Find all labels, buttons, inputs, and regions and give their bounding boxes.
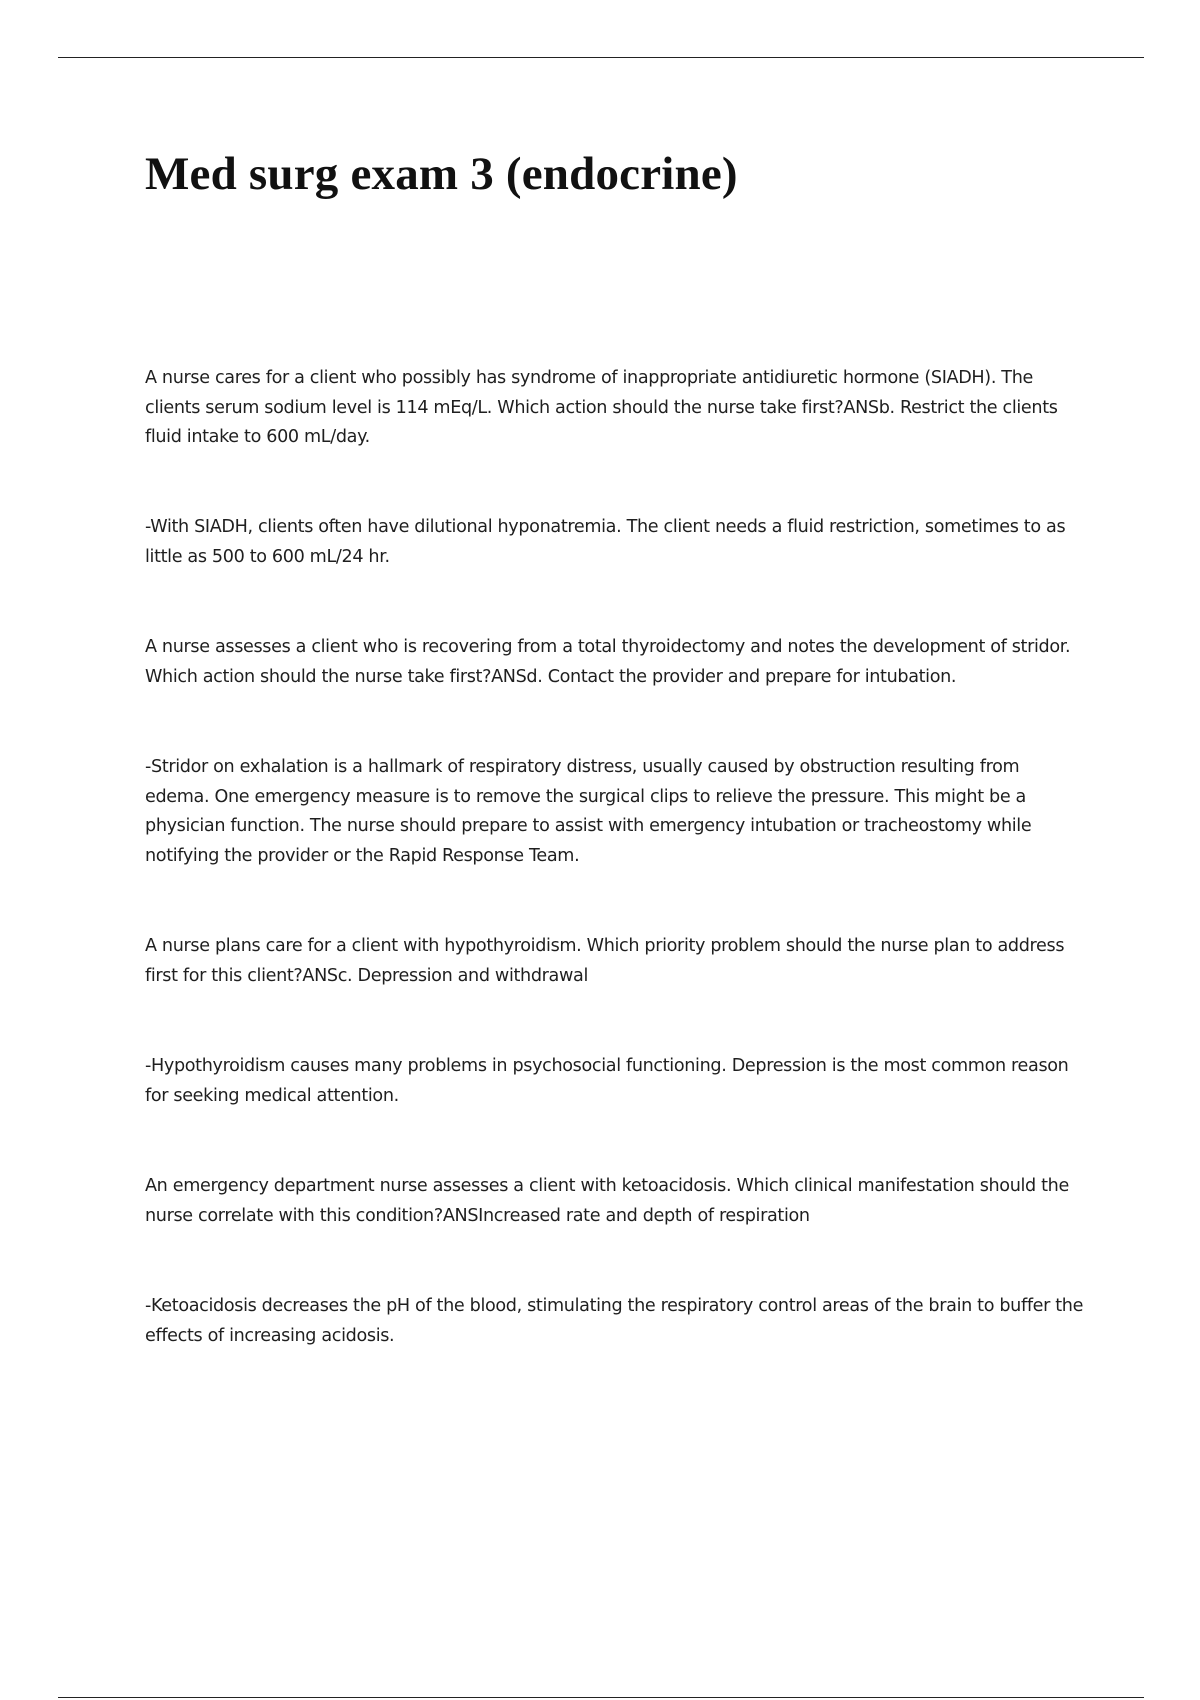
rationale-paragraph: -Ketoacidosis decreases the pH of the blood, stimulating the respiratory control areas of the brain to buffer the effects of increasing acidosis. <box>145 1296 1084 1346</box>
rationale-paragraph: -Hypothyroidism causes many problems in psychosocial functioning. Depression is the most common reason for seeking medical attention. <box>145 1056 1069 1106</box>
question-paragraph: A nurse assesses a client who is recovering from a total thyroidectomy and notes the development of stridor. Which action should the nurse take first?ANSd. Contact the provider and prepare for intubation. <box>145 637 1071 687</box>
question-paragraph: A nurse cares for a client who possibly has syndrome of inappropriate antidiuretic hormone (SIADH). The clients serum sodium level is 114 mEq/L. Which action should the nurse take first?ANSb. Restrict the clients fluid intake to 600 mL/day. <box>145 368 1058 447</box>
question-paragraph: A nurse plans care for a client with hypothyroidism. Which priority problem should the nurse plan to address first for this client?ANSc. Depression and withdrawal <box>145 936 1065 986</box>
page-title: Med surg exam 3 (endocrine) <box>145 148 738 200</box>
question-paragraph: An emergency department nurse assesses a client with ketoacidosis. Which clinical manifestation should the nurse correlate with this condition?ANSIncreased rate and depth of respiration <box>145 1176 1069 1226</box>
bottom-divider <box>58 1697 1144 1698</box>
rationale-paragraph: -Stridor on exhalation is a hallmark of respiratory distress, usually caused by obstruction resulting from edema. One emergency measure is to remove the surgical clips to relieve the pressure. This might be a physician function. The nurse should prepare to assist with emergency intubation or tracheostomy while notifying the provider or the Rapid Response Team. <box>145 757 1032 866</box>
top-divider <box>58 57 1144 58</box>
rationale-paragraph: -With SIADH, clients often have dilutional hyponatremia. The client needs a fluid restriction, sometimes to as little as 500 to 600 mL/24 hr. <box>145 517 1066 567</box>
